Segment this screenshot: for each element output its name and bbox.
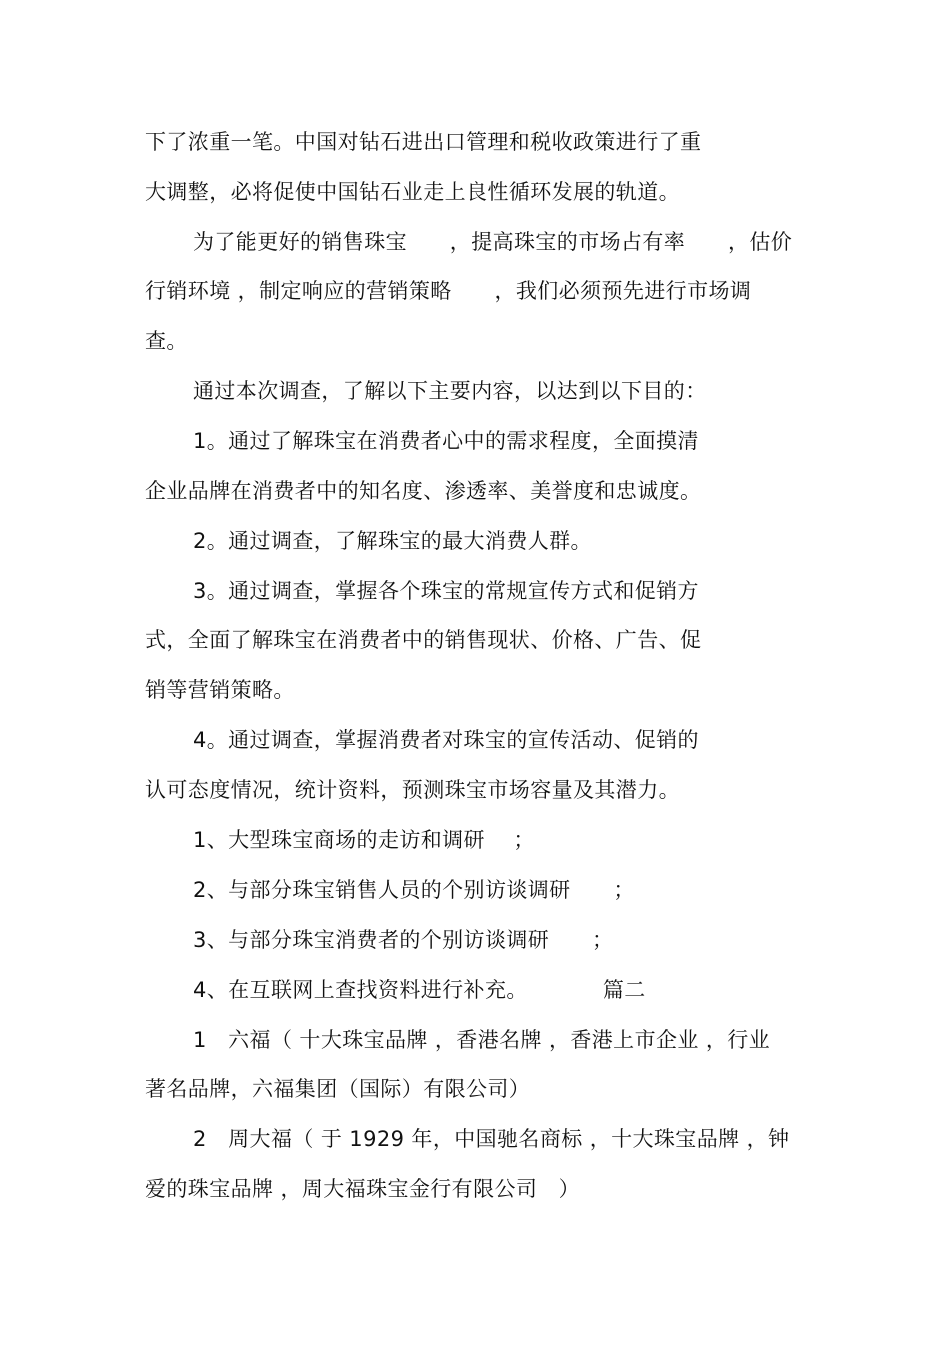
paragraph-line: 认可态度情况，统计资料，预测珠宝市场容量及其潜力。 <box>145 778 680 802</box>
paragraph-line: 大调整，必将促使中国钻石业走上良性循环发展的轨道。 <box>145 180 680 204</box>
paragraph-line: 2。通过调查，了解珠宝的最大消费人群。 <box>193 529 592 553</box>
brand-entry: 爱的珠宝品牌 ，周大福珠宝金行有限公司 ） <box>145 1177 581 1201</box>
paragraph-line: 通过本次调查，了解以下主要内容，以达到以下目的： <box>193 379 707 403</box>
list-item: 3、与部分珠宝消费者的个别访谈调研 ； <box>193 928 614 952</box>
paragraph-line: 3。通过调查，掌握各个珠宝的常规宣传方式和促销方 <box>193 579 699 603</box>
paragraph-line: 下了浓重一笔。中国对钻石进出口管理和税收政策进行了重 <box>145 130 702 154</box>
paragraph-line: 1。通过了解珠宝在消费者心中的需求程度，全面摸清 <box>193 429 699 453</box>
brand-entry: 2 周大福（ 于 1929 年，中国驰名商标 ，十大珠宝品牌 ，钟 <box>193 1127 790 1151</box>
paragraph-line: 企业品牌在消费者中的知名度、渗透率、美誉度和忠诚度。 <box>145 479 702 503</box>
paragraph-line: 查。 <box>145 329 188 353</box>
paragraph-line: 行销环境 ，制定响应的营销策略 ，我们必须预先进行市场调 <box>145 279 752 303</box>
paragraph-line: 销等营销策略。 <box>145 678 295 702</box>
list-item: 4、在互联网上查找资料进行补充。 篇二 <box>193 978 646 1002</box>
paragraph-line: 为了能更好的销售珠宝 ，提高珠宝的市场占有率 ，估价 <box>193 230 793 254</box>
brand-entry: 著名品牌，六福集团（国际）有限公司） <box>145 1077 531 1101</box>
paragraph-line: 4。通过调查，掌握消费者对珠宝的宣传活动、促销的 <box>193 728 699 752</box>
paragraph-line: 式，全面了解珠宝在消费者中的销售现状、价格、广告、促 <box>145 628 702 652</box>
list-item: 1、大型珠宝商场的走访和调研 ； <box>193 828 535 852</box>
brand-entry: 1 六福（ 十大珠宝品牌 ，香港名牌 ，香港上市企业 ，行业 <box>193 1028 771 1052</box>
list-item: 2、与部分珠宝销售人员的个别访谈调研 ； <box>193 878 635 902</box>
